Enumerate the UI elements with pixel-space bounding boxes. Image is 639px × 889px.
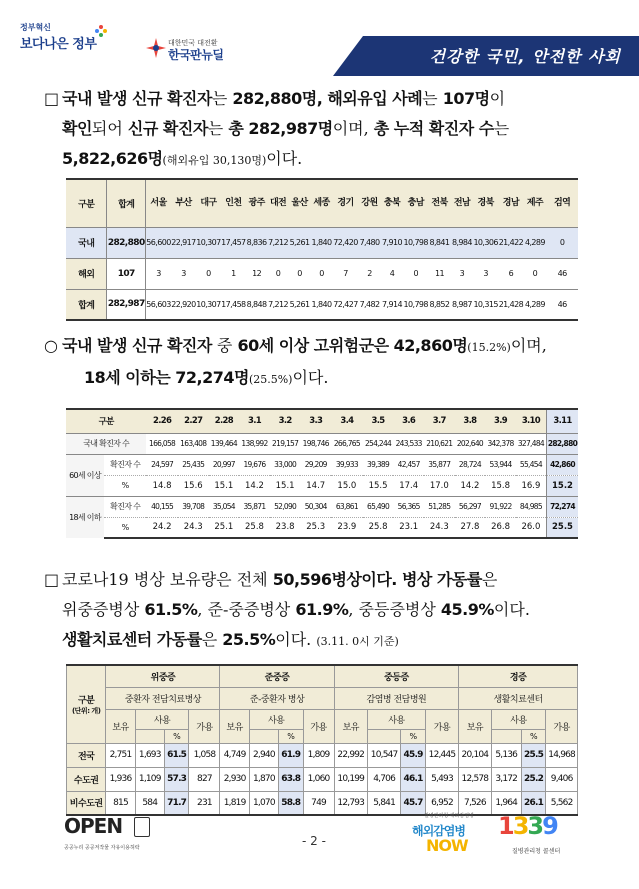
table-header-row [67, 687, 578, 709]
page-header [0, 0, 639, 80]
col-header-group: 중등증 [334, 665, 459, 687]
col-header-group: 위중증 [106, 665, 220, 687]
callcenter-digit: 9 [542, 812, 557, 840]
table-row [66, 227, 578, 258]
col-header-have: 보유 [334, 709, 367, 743]
cell-value: 14.2 [455, 475, 486, 496]
cell-value: 0 [524, 258, 546, 289]
summary-paragraph-3: □ 코로나19 병상 보유량은 전체 50,596병상이다. 병상 가동률은 위중증병상 61.5%, 준-중증병상 61.9%, 중등증병상 45.9%이다. 생활치료센터 가동률은 25.5%이다. (3.11. 0시 기준) [62, 565, 582, 657]
row-total: 107 [107, 258, 146, 289]
cell-value: 20,104 [459, 743, 491, 767]
col-header-date: 3.10 [516, 409, 547, 433]
cell-value: 12,578 [459, 767, 491, 791]
cell-value: 14,968 [546, 743, 578, 767]
cell-value: 14.8 [146, 475, 178, 496]
overseas-infection-now-logo: 질병관리청 해외감염병 해외감염병 NOW [412, 813, 474, 855]
table-row [66, 475, 578, 496]
col-header-date: 3.9 [485, 409, 516, 433]
col-header-pct: % [164, 729, 189, 743]
col-header-use: 사용 [135, 709, 189, 729]
col-header-date: 3.7 [424, 409, 455, 433]
cell-value: 7,914 [381, 289, 403, 320]
col-header-region: 세종 [310, 179, 332, 227]
cell-value: 16.9 [516, 475, 547, 496]
open-license-logo: OPEN 공공누리 공공저작물 자유이용허락 [64, 814, 164, 850]
cell-value: 15.5 [363, 475, 394, 496]
cell-value: 17.0 [424, 475, 455, 496]
cell-value: 1,964 [491, 791, 521, 815]
col-header-use-count [249, 729, 278, 743]
col-header-region: 대전 [267, 179, 288, 227]
col-header-pct: % [401, 729, 426, 743]
cell-value: 4,289 [524, 289, 546, 320]
cell-value: 7,212 [267, 289, 288, 320]
cell-value: 56,365 [393, 496, 424, 517]
col-header-date: 2.26 [146, 409, 178, 433]
col-header-pct: % [279, 729, 304, 743]
cell-value: 219,157 [270, 433, 301, 454]
callcenter-digit: 3 [512, 812, 528, 840]
col-header-region: 충북 [381, 179, 403, 227]
cell-value: 21,428 [498, 289, 524, 320]
cell-value: 17.4 [393, 475, 424, 496]
cell-value: 26.0 [516, 517, 547, 538]
cell-value: 1,109 [135, 767, 164, 791]
cell-value: 6,952 [425, 791, 458, 815]
high-risk-trend-table [66, 408, 578, 539]
cell-value: 25.5 [546, 517, 578, 538]
col-header-date: 3.2 [270, 409, 301, 433]
cell-value: 1,070 [249, 791, 278, 815]
sub-label: 확진자 수 [104, 496, 146, 517]
cell-value: 210,621 [424, 433, 455, 454]
cell-value: 3 [171, 258, 196, 289]
cell-value: 25.5 [521, 743, 546, 767]
cell-value: 26.8 [485, 517, 516, 538]
cell-value: 2,930 [220, 767, 249, 791]
table-row [66, 496, 578, 517]
row-label: 수도권 [67, 767, 106, 791]
table-header-row [66, 409, 578, 433]
cell-value: 12 [246, 258, 267, 289]
col-header-have: 보유 [459, 709, 491, 743]
cell-value: 56,297 [455, 496, 486, 517]
col-header-category: 구분 [66, 409, 146, 433]
table-header-row [67, 709, 578, 729]
cell-value: 5,493 [425, 767, 458, 791]
cell-value: 0 [546, 227, 578, 258]
cell-value: 24,597 [146, 454, 178, 475]
cell-value: 20,997 [209, 454, 240, 475]
cell-value: 22,920 [171, 289, 196, 320]
cell-value: 25.8 [239, 517, 270, 538]
cell-value: 4,289 [524, 227, 546, 258]
cell-value: 0 [267, 258, 288, 289]
col-header-subgroup: 감염병 전담병원 [334, 687, 459, 709]
col-header-region: 검역 [546, 179, 578, 227]
cell-value: 3 [146, 258, 171, 289]
cell-value: 7,480 [358, 227, 380, 258]
cell-value: 17,458 [221, 289, 246, 320]
cell-value: 3 [473, 258, 498, 289]
bed-occupancy-table [66, 664, 578, 816]
cell-value: 50,304 [300, 496, 331, 517]
table-header-row [66, 179, 578, 227]
row-label: 국내 확진자 수 [66, 433, 146, 454]
col-header-use: 사용 [249, 709, 303, 729]
cell-value: 2 [358, 258, 380, 289]
col-header-avail: 가용 [189, 709, 220, 743]
cell-value: 202,640 [455, 433, 486, 454]
cell-value: 139,464 [209, 433, 240, 454]
col-header-category [67, 665, 106, 743]
col-header-use-count [367, 729, 400, 743]
col-header-date: 2.27 [178, 409, 209, 433]
cell-value: 12,793 [334, 791, 367, 815]
col-header-date: 3.5 [363, 409, 394, 433]
cell-value: 266,765 [331, 433, 363, 454]
col-header-use-count [491, 729, 521, 743]
cell-value: 46 [546, 258, 578, 289]
cell-value: 35,871 [239, 496, 270, 517]
cell-value: 2,751 [106, 743, 135, 767]
callcenter-digit: 3 [527, 812, 543, 840]
row-total: 282,987 [107, 289, 146, 320]
col-header-region: 제주 [524, 179, 546, 227]
cell-value: 52,090 [270, 496, 301, 517]
cell-value: 91,922 [485, 496, 516, 517]
callcenter-digit: 1 [498, 812, 513, 840]
slogan-banner: 건강한 국민, 안전한 사회 [363, 36, 639, 76]
cell-value: 3 [451, 258, 473, 289]
cell-value: 10,307 [196, 289, 221, 320]
col-header-category: 구분 [66, 179, 107, 227]
cell-value: 342,378 [485, 433, 516, 454]
col-header-group: 경증 [459, 665, 578, 687]
cell-value: 15.8 [485, 475, 516, 496]
cell-value: 10,315 [473, 289, 498, 320]
table-row [66, 517, 578, 538]
cell-value: 8,852 [428, 289, 450, 320]
cell-value: 45.7 [401, 791, 426, 815]
cell-value: 7,482 [358, 289, 380, 320]
cell-value: 5,261 [289, 289, 310, 320]
row-label: 국내 [66, 227, 107, 258]
cell-value: 7,910 [381, 227, 403, 258]
sub-label: 확진자 수 [104, 454, 146, 475]
cell-value: 63,861 [331, 496, 363, 517]
cell-value: 11 [428, 258, 450, 289]
cell-value: 14.2 [239, 475, 270, 496]
cell-value: 243,533 [393, 433, 424, 454]
row-label: 전국 [67, 743, 106, 767]
page-footer [0, 808, 639, 889]
cell-value: 63.8 [279, 767, 304, 791]
cell-value: 39,389 [363, 454, 394, 475]
group-label: 60세 이상 [66, 454, 104, 496]
cell-value: 56,600 [146, 227, 171, 258]
sparkle-icon [94, 24, 108, 38]
cell-value: 57.3 [164, 767, 189, 791]
cell-value: 15.0 [331, 475, 363, 496]
cell-value: 6 [498, 258, 524, 289]
cell-value: 17,457 [221, 227, 246, 258]
square-bullet-icon: □ [44, 89, 60, 108]
cell-value: 0 [289, 258, 310, 289]
newdeal-star-icon [146, 38, 166, 58]
cell-value: 53,944 [485, 454, 516, 475]
table-row [67, 767, 578, 791]
cell-value: 4,706 [367, 767, 400, 791]
cell-value: 65,490 [363, 496, 394, 517]
group-label: 18세 이하 [66, 496, 104, 538]
cell-value: 15.2 [546, 475, 578, 496]
cell-value: 42,457 [393, 454, 424, 475]
col-header-avail: 가용 [425, 709, 458, 743]
cell-value: 815 [106, 791, 135, 815]
cell-value: 3,172 [491, 767, 521, 791]
cell-value: 71.7 [164, 791, 189, 815]
col-header-have: 보유 [220, 709, 249, 743]
col-header-date: 3.1 [239, 409, 270, 433]
cell-value: 14.7 [300, 475, 331, 496]
cell-value: 5,841 [367, 791, 400, 815]
cell-value: 163,408 [178, 433, 209, 454]
cell-value: 2,940 [249, 743, 278, 767]
col-header-date: 3.6 [393, 409, 424, 433]
cell-value: 23.8 [270, 517, 301, 538]
col-header-region: 강원 [358, 179, 380, 227]
cell-value: 4 [381, 258, 403, 289]
cell-value: 27.8 [455, 517, 486, 538]
row-label: 해외 [66, 258, 107, 289]
cell-value: 0 [403, 258, 428, 289]
korean-new-deal-logo: 대한민국 대전환 한국판뉴딜 [146, 36, 266, 66]
row-header-label: 구분 [77, 695, 95, 706]
cell-value: 10,306 [473, 227, 498, 258]
summary-paragraph-2: ○ 국내 발생 신규 확진자 중 60세 이상 고위험군은 42,860명(15.2%)이며, 18세 이하는 72,274명(25.5%)이다. [62, 331, 582, 395]
cell-value: 22,992 [334, 743, 367, 767]
col-header-subgroup: 준-중환자 병상 [220, 687, 334, 709]
cell-value: 39,708 [178, 496, 209, 517]
cell-value: 1,819 [220, 791, 249, 815]
cell-value: 15.1 [270, 475, 301, 496]
col-header-pct: % [521, 729, 546, 743]
cell-value: 10,547 [367, 743, 400, 767]
table-header-row [67, 665, 578, 687]
callcenter-1339-logo: 1339 질병관리청 콜센터 [498, 812, 561, 855]
col-header-date: 3.11 [546, 409, 578, 433]
cell-value: 22,917 [171, 227, 196, 258]
col-header-use-count [135, 729, 164, 743]
row-header-unit: (단위: 개) [71, 706, 101, 715]
cell-value: 282,880 [546, 433, 578, 454]
cell-value: 25.3 [300, 517, 331, 538]
cell-value: 25,435 [178, 454, 209, 475]
cell-value: 61.5 [164, 743, 189, 767]
col-header-region: 부산 [171, 179, 196, 227]
col-header-region: 충남 [403, 179, 428, 227]
cell-value: 35,054 [209, 496, 240, 517]
cell-value: 1,809 [303, 743, 334, 767]
cell-value: 8,987 [451, 289, 473, 320]
cell-value: 21,422 [498, 227, 524, 258]
col-header-total: 합계 [107, 179, 146, 227]
cell-value: 584 [135, 791, 164, 815]
cell-value: 24.3 [178, 517, 209, 538]
col-header-region: 경남 [498, 179, 524, 227]
summary-paragraph-1: □ 국내 발생 신규 확진자는 282,880명, 해외유입 사례는 107명이 확인되어 신규 확진자는 총 282,987명이며, 총 누적 확진자 수는 5,822,626명(해외유입 30,130명)이다. [62, 84, 582, 176]
col-header-avail: 가용 [303, 709, 334, 743]
cell-value: 1,058 [189, 743, 220, 767]
cell-value: 9,406 [546, 767, 578, 791]
cell-value: 10,307 [196, 227, 221, 258]
cell-value: 58.8 [279, 791, 304, 815]
cell-value: 749 [303, 791, 334, 815]
cell-value: 8,984 [451, 227, 473, 258]
cell-value: 1,840 [310, 289, 332, 320]
table-row [66, 433, 578, 454]
cell-value: 23.9 [331, 517, 363, 538]
cell-value: 138,992 [239, 433, 270, 454]
sub-label: % [104, 475, 146, 496]
col-header-group: 준중증 [220, 665, 334, 687]
cell-value: 8,836 [246, 227, 267, 258]
col-header-date: 3.8 [455, 409, 486, 433]
cell-value: 84,985 [516, 496, 547, 517]
row-label: 합계 [66, 289, 107, 320]
cell-value: 4,749 [220, 743, 249, 767]
col-header-avail: 가용 [546, 709, 578, 743]
col-header-date: 3.4 [331, 409, 363, 433]
cell-value: 827 [189, 767, 220, 791]
table-row [66, 289, 578, 320]
cell-value: 24.3 [424, 517, 455, 538]
cell-value: 29,209 [300, 454, 331, 475]
page-number: - 2 - [302, 834, 326, 848]
cell-value: 166,058 [146, 433, 178, 454]
cell-value: 72,420 [333, 227, 359, 258]
cell-value: 10,199 [334, 767, 367, 791]
cell-value: 5,136 [491, 743, 521, 767]
col-header-region: 전남 [451, 179, 473, 227]
square-bullet-icon: □ [44, 570, 60, 589]
cell-value: 7 [333, 258, 359, 289]
cell-value: 72,427 [333, 289, 359, 320]
row-label: 비수도권 [67, 791, 106, 815]
cell-value: 45.9 [401, 743, 426, 767]
cell-value: 1,840 [310, 227, 332, 258]
cell-value: 56,603 [146, 289, 171, 320]
cell-value: 33,000 [270, 454, 301, 475]
cell-value: 46 [546, 289, 578, 320]
col-header-region: 울산 [289, 179, 310, 227]
cell-value: 0 [196, 258, 221, 289]
cell-value: 10,798 [403, 227, 428, 258]
col-header-region: 경기 [333, 179, 359, 227]
cell-value: 72,274 [546, 496, 578, 517]
sub-label: % [104, 517, 146, 538]
cell-value: 5,562 [546, 791, 578, 815]
col-header-region: 인천 [221, 179, 246, 227]
table-row [66, 258, 578, 289]
col-header-region: 전북 [428, 179, 450, 227]
col-header-region: 경북 [473, 179, 498, 227]
new-cases-by-region-table [66, 178, 578, 321]
cell-value: 24.2 [146, 517, 178, 538]
cell-value: 39,933 [331, 454, 363, 475]
cell-value: 1 [221, 258, 246, 289]
cell-value: 25.8 [363, 517, 394, 538]
cell-value: 42,860 [546, 454, 578, 475]
cell-value: 51,285 [424, 496, 455, 517]
cell-value: 1,936 [106, 767, 135, 791]
cell-value: 1,870 [249, 767, 278, 791]
col-header-region: 서울 [146, 179, 171, 227]
cell-value: 5,261 [289, 227, 310, 258]
cell-value: 254,244 [363, 433, 394, 454]
cell-value: 19,676 [239, 454, 270, 475]
cell-value: 28,724 [455, 454, 486, 475]
cell-value: 1,060 [303, 767, 334, 791]
cell-value: 25.2 [521, 767, 546, 791]
circle-bullet-icon: ○ [44, 336, 58, 355]
col-header-use: 사용 [367, 709, 425, 729]
gov-innovation-logo: 정부혁신 보다나은 정부 [20, 22, 110, 68]
license-badge-icon [134, 817, 150, 837]
cell-value: 25.1 [209, 517, 240, 538]
cell-value: 23.1 [393, 517, 424, 538]
cell-value: 10,798 [403, 289, 428, 320]
cell-value: 198,746 [300, 433, 331, 454]
col-header-region: 대구 [196, 179, 221, 227]
cell-value: 7,526 [459, 791, 491, 815]
col-header-have: 보유 [106, 709, 135, 743]
cell-value: 46.1 [401, 767, 426, 791]
cell-value: 327,484 [516, 433, 547, 454]
cell-value: 8,848 [246, 289, 267, 320]
cell-value: 8,841 [428, 227, 450, 258]
cell-value: 12,445 [425, 743, 458, 767]
cell-value: 15.1 [209, 475, 240, 496]
cell-value: 15.6 [178, 475, 209, 496]
col-header-subgroup: 중환자 전담치료병상 [106, 687, 220, 709]
cell-value: 35,877 [424, 454, 455, 475]
cell-value: 61.9 [279, 743, 304, 767]
cell-value: 7,212 [267, 227, 288, 258]
cell-value: 0 [310, 258, 332, 289]
table-row [66, 454, 578, 475]
cell-value: 1,693 [135, 743, 164, 767]
col-header-date: 2.28 [209, 409, 240, 433]
cell-value: 26.1 [521, 791, 546, 815]
col-header-subgroup: 생활치료센터 [459, 687, 578, 709]
table-row [67, 743, 578, 767]
col-header-use: 사용 [491, 709, 546, 729]
row-total: 282,880 [107, 227, 146, 258]
cell-value: 40,155 [146, 496, 178, 517]
cell-value: 231 [189, 791, 220, 815]
cell-value: 55,454 [516, 454, 547, 475]
col-header-date: 3.3 [300, 409, 331, 433]
col-header-region: 광주 [246, 179, 267, 227]
